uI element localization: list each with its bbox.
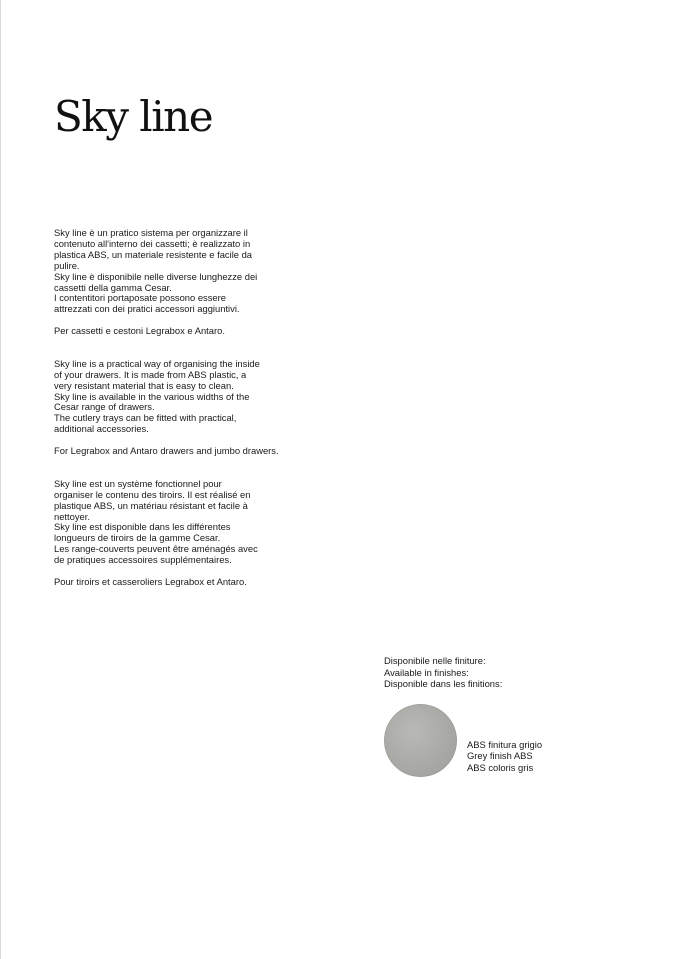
french-note: Pour tiroirs et casseroliers Legrabox et Antaro.	[54, 575, 247, 587]
page-title: Sky line	[54, 92, 213, 141]
spacer	[54, 337, 294, 359]
french-description: Sky line est un système fonctionnel pour organiser le contenu des tiroirs. Il est réalisé en plastique ABS, un matériau résistant et facile à nettoyer. Sky line est disponible dans les différentes longueurs de tiroirs de la gamme Cesar. Les range-couverts peuvent être aménagés avec de pratiques accessoires supplémentaires.	[54, 477, 258, 566]
english-description: Sky line is a practical way of organising the inside of your drawers. It is made from ABS plastic, a very resistant material that is easy to clean. Sky line is available in the various widths of the Cesar range of drawers. The cutlery trays can be fitted with practical, additional accessories.	[54, 357, 260, 435]
italian-description: Sky line è un pratico sistema per organizzare il contenuto all'interno dei cassetti; è realizzato in plastica ABS, un materiale resistente e facile da pulire. Sky line è disponibile nelle diverse lunghezze dei cassetti della gamma Cesar. I contentitori portaposate possono essere attrezzati con dei pratici accessori aggiuntivi.	[54, 227, 258, 315]
spacer	[54, 457, 294, 479]
english-note: For Legrabox and Antaro drawers and jumbo drawers.	[54, 445, 279, 457]
italian-note: Per cassetti e cestoni Legrabox e Antaro.	[54, 325, 225, 337]
finish-item-grey	[384, 704, 644, 780]
finishes-section	[384, 655, 644, 780]
page-edge	[0, 0, 1, 959]
finishes-heading: Disponibile nelle finiture: Available in finishes: Disponible dans les finitions:	[384, 655, 503, 690]
grey-color-swatch	[384, 704, 457, 777]
description-block	[54, 228, 294, 588]
finish-label: ABS finitura grigio Grey finish ABS ABS coloris gris	[467, 738, 543, 773]
